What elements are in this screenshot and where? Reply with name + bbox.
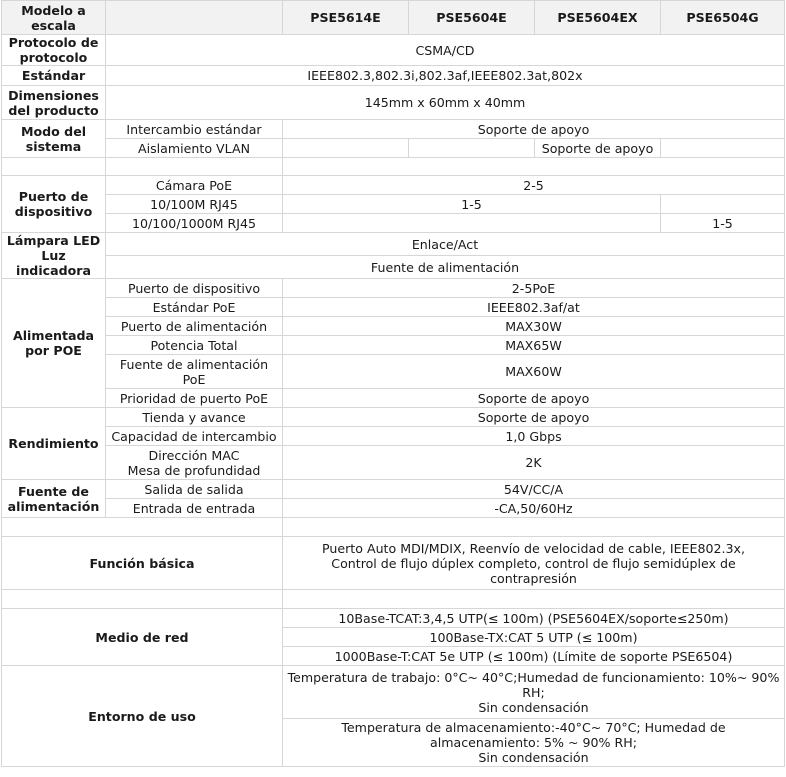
sub-label: Entrada de entrada: [106, 499, 283, 518]
text-line: Temperatura de almacenamiento:-40°C~ 70°C; Humedad de: [341, 720, 726, 735]
text-line: Sin condensación: [478, 750, 589, 765]
system-mode-row: [2, 139, 785, 158]
row-label: Rendimiento: [2, 408, 106, 480]
basic-function-row: [2, 537, 785, 590]
sub-label: Cámara PoE: [106, 176, 283, 195]
sub-label: Potencia Total: [106, 336, 283, 355]
power-row: [2, 499, 785, 518]
sub-label: Puerto de alimentación: [106, 317, 283, 336]
row-label: Fuente de alimentación: [2, 480, 106, 518]
model-label: Modelo a escala: [2, 1, 106, 35]
poe-row: [2, 279, 785, 298]
sub-label: Tienda y avance: [106, 408, 283, 427]
sub-label: 10/100M RJ45: [106, 195, 283, 214]
text-line: Control de flujo dúplex completo, control de flujo semidúplex de: [331, 555, 736, 571]
spacer-row: [2, 158, 785, 176]
device-port-row: [2, 214, 785, 233]
empty-cell: [283, 214, 661, 233]
performance-row: [2, 408, 785, 427]
row-value: Soporte de apoyo: [283, 408, 785, 427]
led-row: [2, 233, 785, 256]
model-name: PSE5604EX: [535, 1, 661, 35]
sub-label: Estándar PoE: [106, 298, 283, 317]
text-line: contrapresión: [490, 570, 577, 586]
led-row: [2, 256, 785, 279]
row-value: 1000Base-T:CAT 5e UTP (≤ 100m) (Límite de soporte PSE6504): [283, 647, 785, 666]
header-row: [2, 1, 785, 35]
row-value: 145mm x 60mm x 40mm: [106, 86, 785, 120]
row-label: Alimentada por POE: [2, 279, 106, 408]
empty-cell: [409, 139, 535, 158]
performance-row: [2, 427, 785, 446]
device-port-row: [2, 176, 785, 195]
poe-row: [2, 298, 785, 317]
system-mode-row: [2, 120, 785, 139]
row-label: Puerto de dispositivo: [2, 176, 106, 233]
dimensions-row: [2, 86, 785, 120]
row-value: Soporte de apoyo: [283, 120, 785, 139]
text-line: almacenamiento: 5% ~ 90% RH;: [430, 735, 637, 750]
row-value: 54V/CC/A: [283, 480, 785, 499]
text-line: Puerto Auto MDI/MDIX, Reenvío de velocidad de cable, IEEE802.3x,: [322, 540, 745, 556]
row-value: CSMA/CD: [106, 35, 785, 66]
standard-row: [2, 66, 785, 86]
spec-table: [1, 0, 785, 767]
row-value: 2-5: [283, 176, 785, 195]
header-blank: [106, 1, 283, 35]
row-value: Soporte de apoyo: [283, 389, 785, 408]
sub-label: Fuente de alimentación PoE: [106, 355, 283, 389]
spacer-row: [2, 518, 785, 537]
row-label: Estándar: [2, 66, 106, 86]
row-value: 1-5: [283, 195, 661, 214]
row-value: [283, 719, 785, 767]
device-port-row: [2, 195, 785, 214]
sub-label: Prioridad de puerto PoE: [106, 389, 283, 408]
sub-label: Salida de salida: [106, 480, 283, 499]
row-value: [283, 666, 785, 719]
row-label: Dimensiones del producto: [2, 86, 106, 120]
text-line: RH;: [522, 684, 545, 700]
protocol-row: [2, 35, 785, 66]
row-value: MAX30W: [283, 317, 785, 336]
empty-cell: [661, 139, 785, 158]
row-label: Función básica: [2, 537, 283, 590]
power-row: [2, 480, 785, 499]
row-label: Entorno de uso: [2, 666, 283, 767]
row-value: MAX65W: [283, 336, 785, 355]
row-value: MAX60W: [283, 355, 785, 389]
sub-label: Capacidad de intercambio: [106, 427, 283, 446]
empty-cell: [661, 195, 785, 214]
poe-row: [2, 317, 785, 336]
text-line: Sin condensación: [478, 699, 589, 715]
network-row: [2, 609, 785, 628]
row-value: 10Base-TCAT:3,4,5 UTP(≤ 100m) (PSE5604EX/soporte≤250m): [283, 609, 785, 628]
model-name: PSE5614E: [283, 1, 409, 35]
row-value: 2K: [283, 446, 785, 480]
sub-label: Aislamiento VLAN: [106, 139, 283, 158]
performance-row: [2, 446, 785, 480]
row-label: Protocolo de protocolo: [2, 35, 106, 66]
row-value: 100Base-TX:CAT 5 UTP (≤ 100m): [283, 628, 785, 647]
poe-row: [2, 389, 785, 408]
row-value: -CA,50/60Hz: [283, 499, 785, 518]
row-value: Soporte de apoyo: [535, 139, 661, 158]
text-line: Temperatura de trabajo: 0°C~ 40°C;Humedad de funcionamiento: 10%~ 90%: [287, 669, 780, 685]
row-label: Lámpara LED Luz indicadora: [2, 233, 106, 279]
row-value: 1,0 Gbps: [283, 427, 785, 446]
sub-label: [106, 446, 283, 480]
model-name: PSE5604E: [409, 1, 535, 35]
environment-row: [2, 666, 785, 719]
row-value: Fuente de alimentación: [106, 256, 785, 279]
poe-row: [2, 336, 785, 355]
row-value: IEEE802.3af/at: [283, 298, 785, 317]
model-name: PSE6504G: [661, 1, 785, 35]
row-value: Enlace/Act: [106, 233, 785, 256]
row-value: 1-5: [661, 214, 785, 233]
sub-label: Puerto de dispositivo: [106, 279, 283, 298]
sub-label-line: Dirección MAC: [148, 447, 240, 463]
sub-label: 10/100/1000M RJ45: [106, 214, 283, 233]
row-label: Modo del sistema: [2, 120, 106, 158]
sub-label-line: Mesa de profundidad: [127, 462, 261, 478]
row-label: Medio de red: [2, 609, 283, 666]
row-value: [283, 537, 785, 590]
row-value: IEEE802.3,802.3i,802.3af,IEEE802.3at,802x: [106, 66, 785, 86]
row-value: 2-5PoE: [283, 279, 785, 298]
empty-cell: [283, 139, 409, 158]
poe-row: [2, 355, 785, 389]
sub-label: Intercambio estándar: [106, 120, 283, 139]
spacer-row: [2, 590, 785, 609]
